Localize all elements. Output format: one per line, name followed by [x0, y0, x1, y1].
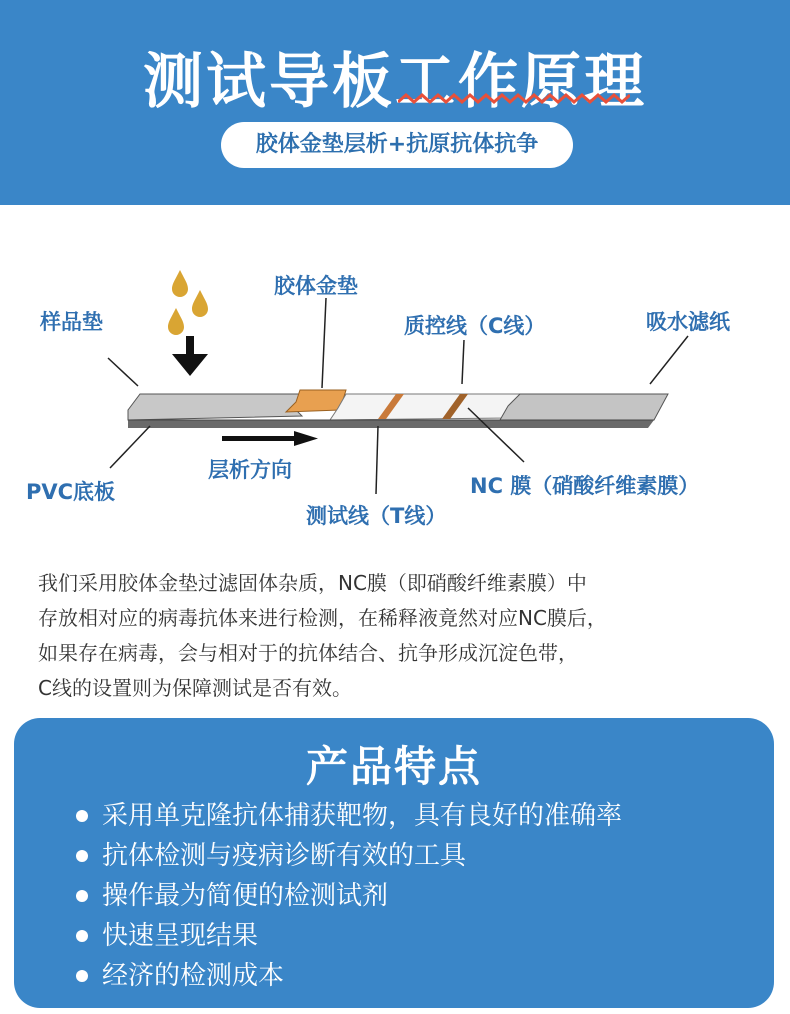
features-title: 产品特点	[305, 742, 482, 791]
label-pvc-board: PVC底板	[26, 480, 116, 504]
bullet-icon	[76, 970, 88, 982]
feature-item	[76, 796, 622, 836]
label-sample-pad: 样品垫	[40, 310, 103, 334]
product-features-card	[14, 718, 774, 1008]
label-nc-membrane: NC 膜（硝酸纤维素膜）	[470, 474, 700, 498]
down-arrow-icon	[172, 336, 208, 376]
feature-item	[76, 836, 622, 876]
leader-control-line	[462, 340, 464, 384]
feature-item	[76, 916, 622, 956]
feature-text: 采用单克隆抗体捕获靶物，具有良好的准确率	[102, 801, 623, 831]
label-gold-pad: 胶体金垫	[274, 274, 358, 298]
leader-gold-pad	[322, 298, 326, 388]
label-flow-direction: 层析方向	[208, 458, 292, 482]
bullet-icon	[76, 890, 88, 902]
nc-membrane	[330, 394, 520, 420]
absorbent-pad	[500, 394, 668, 420]
feature-text: 抗体检测与疫病诊断有效的工具	[102, 841, 467, 871]
feature-item	[76, 876, 622, 916]
description-line: 我们采用胶体金垫过滤固体杂质，NC膜（即硝酸纤维素膜）中	[38, 571, 587, 595]
description-line: 存放相对应的病毒抗体来进行检测，在稀释液竟然对应NC膜后，	[38, 606, 607, 630]
leader-absorbent	[650, 336, 688, 384]
label-absorbent-paper: 吸水滤纸	[646, 310, 730, 334]
test-strip-diagram	[0, 240, 790, 540]
feature-text: 经济的检测成本	[102, 961, 285, 991]
feature-list	[76, 796, 622, 996]
sample-pad	[128, 394, 302, 420]
pvc-base	[128, 420, 654, 428]
page-title: 测试导板工作原理	[143, 47, 647, 117]
principle-description	[38, 566, 758, 706]
label-test-line: 测试线（T线）	[306, 504, 447, 528]
bullet-icon	[76, 930, 88, 942]
subtitle-badge: 胶体金垫层析+抗原抗体抗争	[221, 122, 573, 168]
feature-text: 操作最为简便的检测试剂	[102, 881, 389, 911]
feature-item	[76, 956, 622, 996]
leader-sample-pad	[108, 358, 138, 386]
bullet-icon	[76, 850, 88, 862]
header-banner	[0, 0, 790, 205]
feature-text: 快速呈现结果	[102, 921, 259, 951]
flow-direction-arrow-icon	[222, 431, 318, 446]
bullet-icon	[76, 810, 88, 822]
description-line: 如果存在病毒，会与相对于的抗体结合、抗争形成沉淀色带，	[38, 641, 578, 665]
description-line: C线的设置则为保障测试是否有效。	[38, 676, 352, 700]
sample-drops-icon	[168, 270, 208, 335]
leader-pvc	[110, 426, 150, 468]
title-underline-wave	[398, 92, 630, 106]
leader-test-line	[376, 426, 378, 494]
label-control-line: 质控线（C线）	[404, 314, 546, 338]
